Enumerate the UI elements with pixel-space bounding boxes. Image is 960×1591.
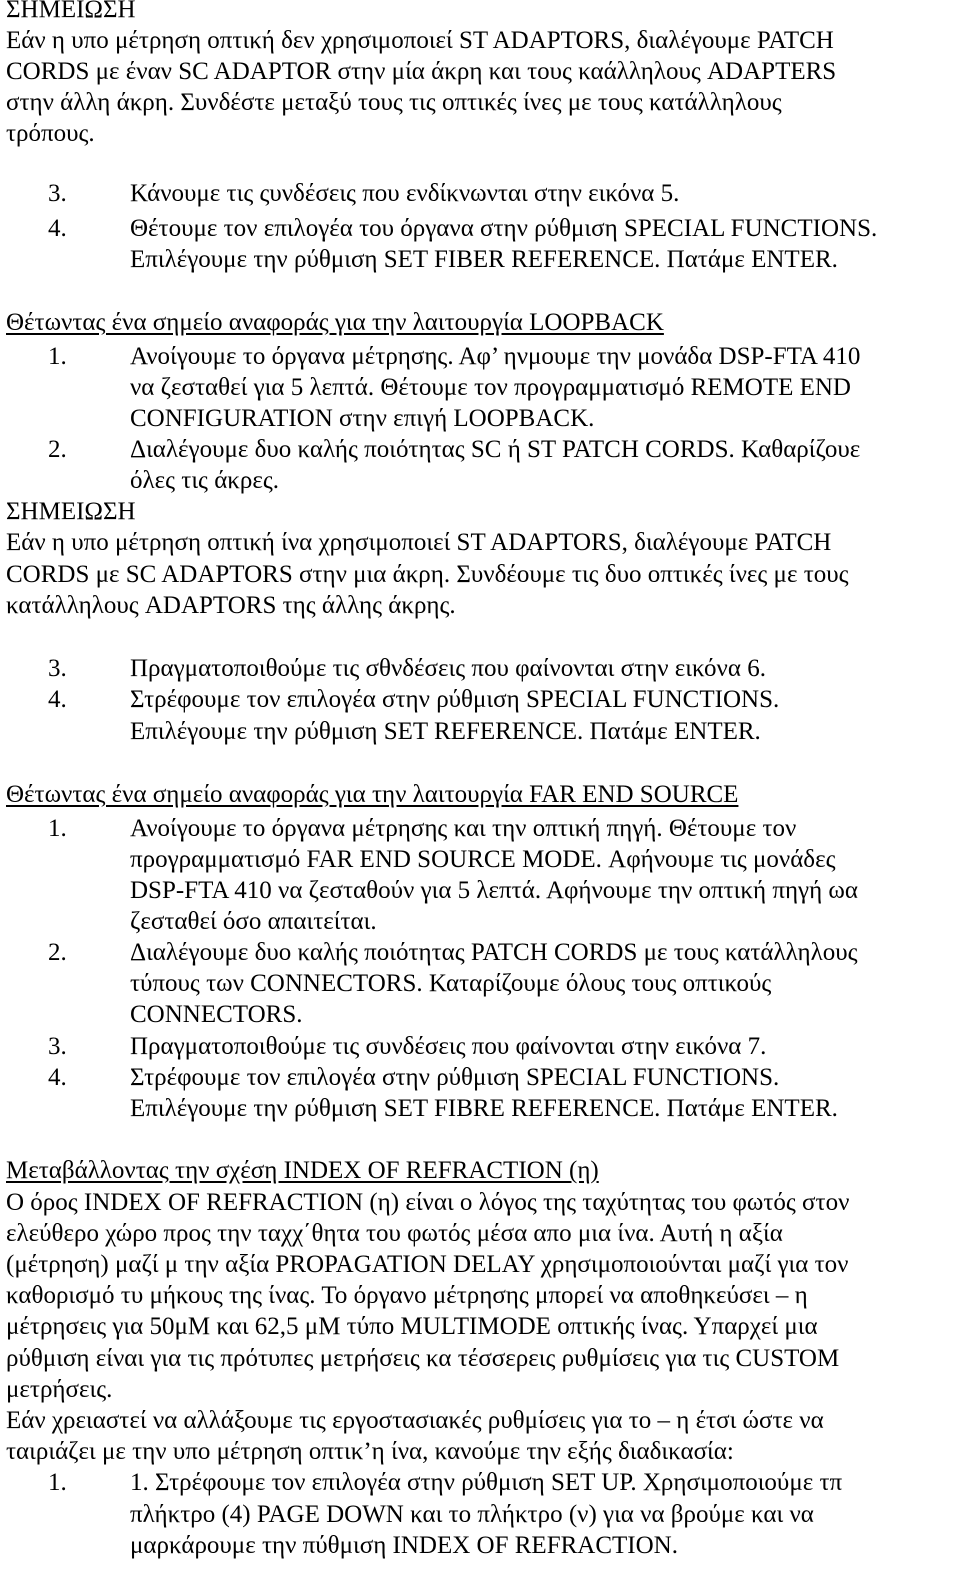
list-number: 3. bbox=[48, 180, 67, 207]
list-number: 3. bbox=[48, 655, 67, 682]
list-number: 2. bbox=[48, 436, 67, 463]
list-item-line: τύπους των CONNECTORS. Καταρίζουμε όλους τους οπτικούς bbox=[130, 970, 772, 997]
list-number: 3. bbox=[48, 1033, 67, 1060]
paragraph-line: μέτρησεις για 50μΜ και 62,5 μΜ τύπο MULTIMODE οπτικής ίνας. Υπαρχεί μια bbox=[6, 1313, 818, 1340]
list-item-line: ζεσταθεί όσο απαιτείται. bbox=[130, 908, 377, 935]
list-item-line: Διαλέγουμε δυο καλής ποιότητας PATCH CORDS με τους κατάλληλους bbox=[130, 939, 858, 966]
paragraph-line: ελεύθερο χώρο προς την ταχχ΄θητα του φωτός μέσα απο μια ίνα. Αυτή η αξία bbox=[6, 1220, 783, 1247]
list-number: 2. bbox=[48, 939, 67, 966]
list-item-line: DSP-FTA 410 να ζεσταθούν για 5 λεπτά. Αφήνουμε την οπτική πηγή ωα bbox=[130, 877, 858, 904]
list-item-line: Ανοίγουμε το όργανα μέτρησης. Αφ’ ηνμουμε την μονάδα DSP-FTA 410 bbox=[130, 343, 861, 370]
list-item-line: CONFIGURATION στην επιγή LOOPBACK. bbox=[130, 405, 595, 432]
list-number: 4. bbox=[48, 686, 67, 713]
list-item-line: Πραγματοποιθούμε τις σθνδέσεις που φαίνονται στην εικόνα 6. bbox=[130, 655, 766, 682]
paragraph-line: τρόπους. bbox=[6, 120, 95, 147]
section-title-index-of-refraction: Μεταβάλλοντας την σχέση INDEX OF REFRACTION (η) bbox=[6, 1157, 599, 1184]
paragraph-line: καθορισμό τυ μήκους της ίνας. Το όργανο μέτρησης μπορεί να αποθηκεύσει – η bbox=[6, 1282, 808, 1309]
list-item-line: πλήκτρο (4) PAGE DOWN και το πλήκτρο (ν) για να βρούμε και να bbox=[130, 1501, 814, 1528]
paragraph-line: ρύθμιση είναι για τις πρότυπες μετρήσεις κα τέσσερεις ρυθμίσεις για τις CUSTOM bbox=[6, 1345, 840, 1372]
note-heading: ΣΗΜΕΙΩΣΗ bbox=[6, 0, 136, 23]
paragraph-line: ταιριάζει με την υπο μέτρηση οπτικ’η ίνα, κανούμε την εξής διαδικασία: bbox=[6, 1438, 734, 1465]
paragraph-line: CORDS με SC ADAPTORS στην μια άκρη. Συνδέουμε τις δυο οπτικές ίνες με τους bbox=[6, 561, 849, 588]
list-number: 1. bbox=[48, 1469, 67, 1496]
note-heading: ΣΗΜΕΙΩΣΗ bbox=[6, 498, 136, 525]
list-number: 4. bbox=[48, 215, 67, 242]
list-item-line: προγραμματισμό FAR END SOURCE MODE. Αφήνουμε τις μονάδες bbox=[130, 846, 836, 873]
paragraph-line: Εάν η υπο μέτρηση οπτική ίνα χρησιμοποιεί ST ADAPTORS, διαλέγουμε PATCH bbox=[6, 529, 832, 556]
list-item-line: Διαλέγουμε δυο καλής ποιότητας SC ή ST PATCH CORDS. Καθαρίζουε bbox=[130, 436, 861, 463]
list-item-line: Κάνουμε τις ςυνδέσεις που ενδίκνωνται στην εικόνα 5. bbox=[130, 180, 680, 207]
list-item-line: να ζεσταθεί για 5 λεπτά. Θέτουμε τον προγραμματισμό REMOTE END bbox=[130, 374, 851, 401]
list-number: 4. bbox=[48, 1064, 67, 1091]
paragraph-line: CORDS με έναν SC ADAPTOR στην μία άκρη και τους καάλληλους ADAPTERS bbox=[6, 58, 837, 85]
list-item-line: Στρέφουμε τον επιλογέα στην ρύθμιση SPECIAL FUNCTIONS. bbox=[130, 686, 780, 713]
paragraph-line: στην άλλη άκρη. Συνδέστε μεταξύ τους τις οπτικές ίνες με τους κατάλληλους bbox=[6, 89, 782, 116]
paragraph-line: κατάλληλους ADAPTORS της άλλης άκρης. bbox=[6, 592, 456, 619]
paragraph-line: Εάν χρειαστεί να αλλάξουμε τις εργοστασιακές ρυθμίσεις για το – η έτσι ώστε να bbox=[6, 1407, 824, 1434]
list-item-line: Θέτουμε τον επιλογέα του όργανα στην ρύθμιση SPECIAL FUNCTIONS. bbox=[130, 215, 878, 242]
list-number: 1. bbox=[48, 343, 67, 370]
section-title-far-end-source: Θέτωντας ένα σημείο αναφοράς για την λαιτουργία FAR END SOURCE bbox=[6, 781, 739, 808]
list-item-line: 1. Στρέφουμε τον επιλογέα στην ρύθμιση SET UP. Χρησιμοποιούμε τπ bbox=[130, 1469, 843, 1496]
list-item-line: μαρκάρουμε την πύθμιση INDEX OF REFRACTION. bbox=[130, 1532, 678, 1559]
paragraph-line: (μέτρηση) μαζί μ την αξία PROPAGATION DELAY χρησιμοποιούνται μαζί για τον bbox=[6, 1251, 849, 1278]
list-item-line: Επιλέγουμε την ρύθμιση SET FIBER REFERENCE. Πατάμε ENTER. bbox=[130, 246, 838, 273]
list-item-line: CONNECTORS. bbox=[130, 1001, 303, 1028]
paragraph-line: Εάν η υπο μέτρηση οπτική δεν χρησιμοποιεί ST ADAPTORS, διαλέγουμε PATCH bbox=[6, 27, 834, 54]
list-item-line: Στρέφουμε τον επιλογέα στην ρύθμιση SPECIAL FUNCTIONS. bbox=[130, 1064, 780, 1091]
list-item-line: Επιλέγουμε την ρύθμιση SET REFERENCE. Πατάμε ENTER. bbox=[130, 718, 761, 745]
list-item-line: Επιλέγουμε την ρύθμιση SET FIBRE REFERENCE. Πατάμε ENTER. bbox=[130, 1095, 838, 1122]
paragraph-line: μετρήσεις. bbox=[6, 1376, 113, 1403]
list-item-line: Ανοίγουμε το όργανα μέτρησης και την οπτική πηγή. Θέτουμε τον bbox=[130, 815, 797, 842]
paragraph-line: Ο όρος INDEX OF REFRACTION (η) είναι ο λόγος της ταχύτητας του φωτός στον bbox=[6, 1189, 850, 1216]
section-title-loopback: Θέτωντας ένα σημείο αναφοράς για την λαιτουργία LOOPBACK bbox=[6, 309, 664, 336]
list-number: 1. bbox=[48, 815, 67, 842]
list-item-line: όλες τις άκρες. bbox=[130, 467, 280, 494]
list-item-line: Πραγματοποιθούμε τις συνδέσεις που φαίνονται στην εικόνα 7. bbox=[130, 1033, 767, 1060]
